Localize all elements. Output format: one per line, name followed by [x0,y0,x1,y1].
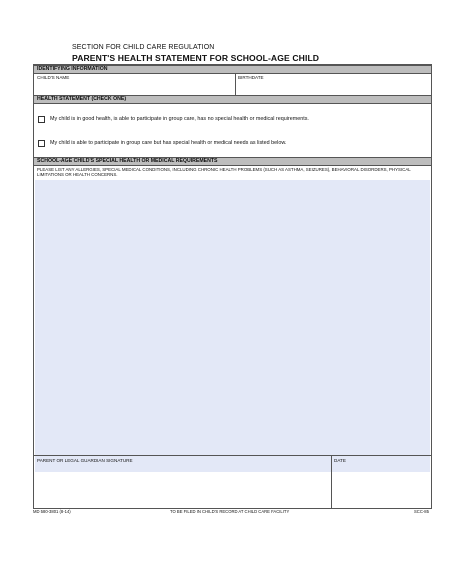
health-statement-form [33,64,432,509]
childs-name-label: CHILD'S NAME [37,75,70,80]
special-requirements-heading: SCHOOL-AGE CHILD'S SPECIAL HEALTH OR MEDICAL REQUIREMENTS [34,157,431,166]
birthdate-field[interactable] [237,80,430,95]
filing-note: TO BE FILED IN CHILD'S RECORD AT CHILD CARE FACILITY [170,509,290,514]
special-requirements-input-area[interactable] [35,180,430,472]
form-number: MD 580-3801 (8-14) [33,509,71,514]
identifying-info-heading: IDENTIFYING INFORMATION [34,65,431,74]
special-requirements-instruction: PLEASE LIST ANY ALLERGIES, SPECIAL MEDICAL CONDITIONS, INCLUDING CHRONIC HEALTH PROBLEMS (SUCH AS ASTHMA, SEIZURES), BEHAVIORAL DISORDERS, PHYSICAL LIMITATIONS OR HEALTH CONCERNS. [37,167,411,177]
option-special-needs-checkbox[interactable] [38,140,45,147]
name-birthdate-divider [235,74,236,95]
form-code: SCC-85 [414,509,429,514]
health-statement-heading: HEALTH STATEMENT (CHECK ONE) [34,95,431,104]
option-good-health-checkbox[interactable] [38,116,45,123]
signature-label: PARENT OR LEGAL GUARDIAN SIGNATURE [37,458,133,463]
birthdate-label: BIRTHDATE [238,75,264,80]
signature-date-divider [331,455,332,508]
signature-row-top-border [34,455,431,456]
form-title: PARENT'S HEALTH STATEMENT FOR SCHOOL-AGE CHILD [72,53,320,63]
option-special-needs-text: My child is able to participate in group care but has special health or medical needs as listed below. [50,140,287,146]
childs-name-field[interactable] [35,80,234,95]
option-good-health-text: My child is in good health, is able to participate in group care, has no special health or medical requirements. [50,116,309,122]
section-line: SECTION FOR CHILD CARE REGULATION [72,44,215,51]
signature-field[interactable] [35,464,330,507]
date-field[interactable] [333,464,430,507]
date-label: DATE [334,458,346,463]
